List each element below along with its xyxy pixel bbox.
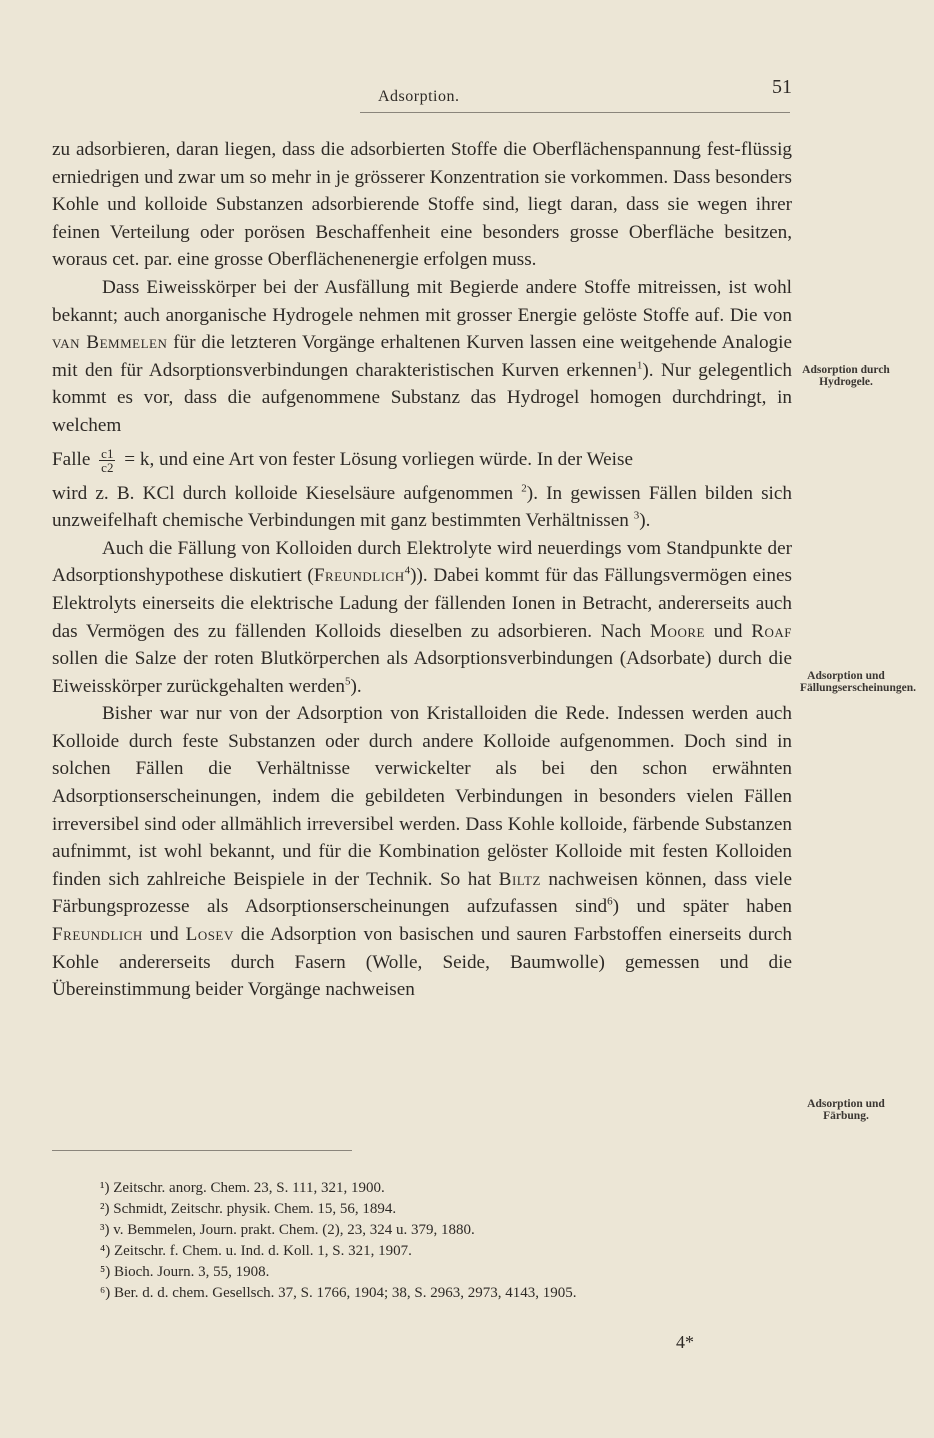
footnote-3: ³) v. Bemmelen, Journ. prakt. Chem. (2), 23, 324 u. 379, 1880.: [100, 1222, 475, 1238]
author-freundlich: Freundlich: [313, 565, 405, 587]
footnote-4: ⁴) Zeitschr. f. Chem. u. Ind. d. Koll. 1, S. 321, 1907.: [100, 1243, 412, 1259]
p2-text-a: Dass Eiweisskörper bei der Ausfällung mit Begierde andere Stoffe mitreissen, ist wohl bekannt; auch anorganische Hydrogele nehmen mit grosser Energie gelöste Stoffe auf. Die von: [52, 276, 792, 326]
author-van-bemmelen: van Bemmelen: [52, 332, 168, 354]
p3-text-b: = k, und eine Art von fester Lösung vorliegen würde. In der Weise: [124, 448, 633, 470]
footnote-rule: [52, 1150, 352, 1151]
p6-text-a: Bisher war nur von der Adsorption von Kristalloiden die Rede. Indessen werden auch Kolloide durch feste Substanzen oder durch andere Kolloide aufgenommen. Doch sind in solchen Fällen die Verhältnisse verwickelter als bei den schon erwähnten Adsorptionserscheinungen, indem die gebildeten Verbindungen in besonders vielen Fällen irreversibel sind oder allmählich irreversibel werden. Dass Kohle kolloide, färbende Substanzen aufnimmt, ist wohl bekannt, und für die Kombination gelöster Kolloide mit festen Kolloiden finden sich zahlreiche Beispiele in der Technik. So hat: [52, 703, 792, 890]
paragraph-5: Auch die Fällung von Kolloiden durch Elektrolyte wird neuerdings vom Standpunkte der Adsorptionshypothese diskutiert (Freundlich$^4$)). Dabei kommt für das Fällungsvermögen eines Elektrolyts einerseits die elektrische Ladung der fällenden Ionen in Betracht, andererseits auch das Vermögen des zu fällenden Kolloids dieselben zu adsorbieren. Nach Moore und Roaf sollen die Salze der roten Blutkörperchen als Adsorptionsverbindungen (Adsorbate) durch die Eiweisskörper zurückgehalten werden$^5$).: [52, 537, 793, 697]
p5-text-d: sollen die Salze der roten Blutkörperchen als Adsorptionsverbindungen (Adsorbate) durch die Eiweisskörper zurückgehalten werden: [52, 648, 792, 697]
paragraph-6: [52, 700, 792, 1004]
p5-text-b: ). Dabei kommt für das Fällungsvermögen eines Elektrolyts einerseits die elektrische Ladung der fällenden Ionen in Betracht, andererseits auch das Vermögen des zu fällenden Kolloids dieselben zu adsorbieren. Nach: [52, 565, 793, 642]
footnote-1: ¹) Zeitschr. anorg. Chem. 23, S. 111, 321, 1900.: [100, 1180, 385, 1196]
p3-text-a: Falle: [52, 448, 91, 470]
author-roaf: Roaf: [751, 620, 793, 642]
footnotes: [100, 1178, 790, 1304]
footnote-5: ⁵) Bioch. Journ. 3, 55, 1908.: [100, 1264, 270, 1280]
footnote-ref-3[interactable]: 3: [633, 509, 640, 522]
fraction-c1-c2: [99, 447, 115, 474]
p6-text-d: und: [149, 924, 179, 946]
margin-note-faellung: Adsorption und Fällungserscheinungen.: [800, 670, 916, 694]
footnote-2: ²) Schmidt, Zeitschr. physik. Chem. 15, 56, 1894.: [100, 1201, 397, 1217]
signature-mark: 4*: [676, 1332, 694, 1352]
p5-text-a: Auch die Fällung von Kolloiden durch Elektrolyte wird neuerdings vom Standpunkte der Adsorptionshypothese diskutiert (: [52, 537, 792, 587]
running-head: Adsorption.: [378, 88, 460, 105]
margin-note-hydrogele: Adsorption durch Hydrogele.: [802, 364, 890, 388]
fraction-denominator: c2: [101, 459, 114, 475]
author-freundlich-2: Freundlich: [52, 924, 143, 946]
header-rule: [360, 112, 790, 113]
p6-text-b: nachweisen können, dass viele Färbungsprozesse als Adsorptionserscheinungen aufzufassen sind: [52, 868, 793, 918]
p5-text-e: .: [356, 675, 362, 697]
footnote-6: ⁶) Ber. d. d. chem. Gesellsch. 37, S. 1766, 1904; 38, S. 2963, 2973, 4143, 1905.: [100, 1285, 577, 1301]
p2-text-b: für die letzteren Vorgänge erhaltenen Kurven lassen eine weitgehende Analogie mit den für Adsorptionsverbindungen charakteristischen Kurven erkennen: [52, 332, 792, 381]
paragraph-3: [52, 440, 792, 480]
paragraph-1: zu adsorbieren, daran liegen, dass die adsorbierten Stoffe die Oberflächenspannung fest-flüssig erniedrigen und zwar um so mehr in je grösserer Konzentration sie vorkommen. Dass besonders Kohle und kolloide Substanzen adsorbierende Stoffe sind, liegt daran, dass sie wegen ihrer feinen Verteilung oder porösen Beschaffenheit eine besonders grosse Oberfläche besitzen, woraus cet. par. eine grosse Oberflächenenergie erfolgen muss.: [52, 139, 792, 271]
p2-text-c: . Nur gelegentlich kommt es vor, dass die aufgenommene Substanz das Hydrogel homogen durchdringt, in welchem: [52, 359, 792, 436]
p5-text-c: und: [713, 620, 743, 642]
p4-text-c: .: [645, 510, 651, 532]
fraction-numerator: c1: [101, 445, 114, 461]
p6-text-c: ) und später haben: [612, 896, 792, 918]
page-number: 51: [772, 76, 792, 98]
p6-text-e: die Adsorption von basischen und sauren Farbstoffen einerseits durch Kohle andererseits durch Fasern (Wolle, Seide, Baumwolle) gemessen und die Übereinstimmung beider Vorgänge nachweisen: [52, 924, 793, 1001]
footnote-ref-4[interactable]: 4: [404, 564, 411, 577]
paragraph-4: wird z. B. KCl durch kolloide Kieselsäure aufgenommen $^2$). In gewissen Fällen bilden sich unzweifelhaft chemische Verbindungen mit ganz bestimmten Verhältnissen $^3$).: [52, 482, 793, 532]
body-text: [52, 136, 792, 1004]
footnote-ref-5[interactable]: 5: [345, 675, 351, 688]
margin-note-faerbung: Adsorption und Färbung.: [807, 1098, 885, 1122]
author-moore: Moore: [650, 620, 705, 642]
author-biltz: Biltz: [498, 868, 541, 890]
footnote-ref-6[interactable]: 6: [607, 896, 613, 909]
paragraph-2: Dass Eiweisskörper bei der Ausfällung mit Begierde andere Stoffe mitreissen, ist wohl bekannt; auch anorganische Hydrogele nehmen mit grosser Energie gelöste Stoffe auf. Die von van Bemmelen für die letzteren Vorgänge erhaltenen Kurven lassen eine weitgehende Analogie mit den für Adsorptionsverbindungen charakteristischen Kurven erkennen$^1$). Nur gelegentlich kommt es vor, dass die aufgenommene Substanz das Hydrogel homogen durchdringt, in welchem: [52, 276, 792, 436]
footnote-ref-2[interactable]: 2: [521, 482, 527, 495]
p4-text-b: . In gewissen Fällen bilden sich unzweifelhaft chemische Verbindungen mit ganz bestimmten Verhältnissen: [52, 482, 793, 532]
footnote-ref-1[interactable]: 1: [636, 359, 643, 372]
p4-text-a: wird z. B. KCl durch kolloide Kieselsäure aufgenommen: [52, 482, 514, 504]
author-losev: Losev: [185, 924, 234, 946]
